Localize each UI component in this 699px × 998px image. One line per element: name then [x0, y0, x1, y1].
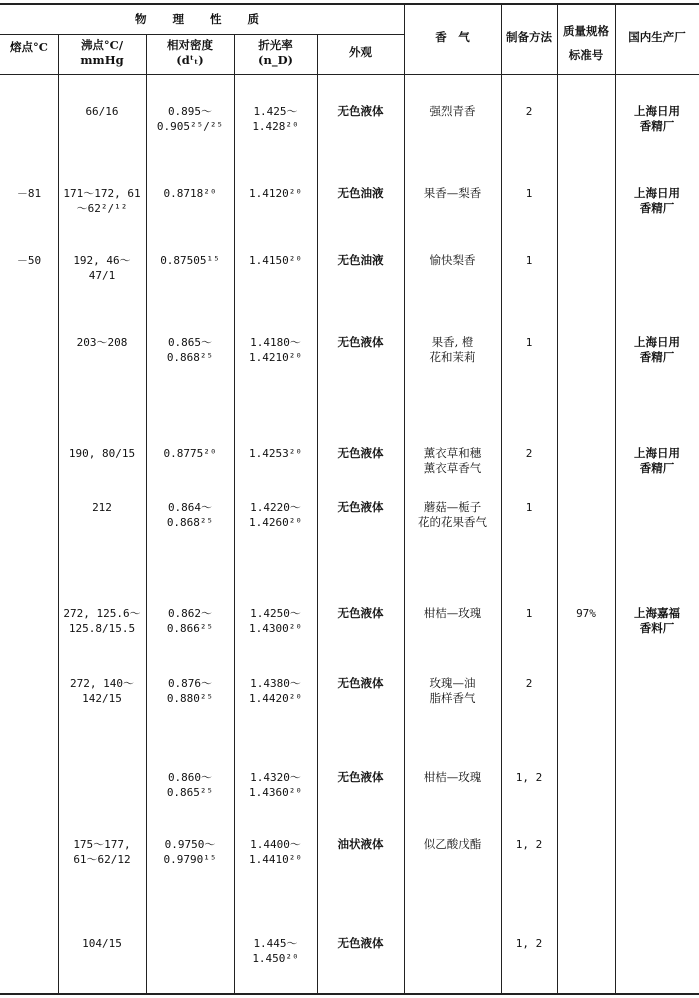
cell-producer: 上海日用 香精厂: [634, 335, 680, 364]
cell-method: 1, 2: [515, 937, 543, 950]
cell-appearance: 无色油液: [337, 186, 384, 200]
cell-method: 2: [525, 447, 533, 460]
cell-method: 2: [525, 677, 533, 690]
cell-ri: 1.4250～ 1.4300²⁰: [249, 607, 302, 635]
cell-ri: 1.4400～ 1.4410²⁰: [249, 838, 302, 866]
cell-density: 0.864～ 0.868²⁵: [166, 501, 214, 529]
cell-method: 1: [525, 187, 533, 200]
cell-mp: －81: [16, 187, 42, 200]
cell-bp: 190, 80/15: [68, 447, 136, 460]
cell-appearance: 无色液体: [337, 500, 384, 514]
cell-method: 1: [525, 501, 533, 514]
cell-producer: 上海嘉福 香料厂: [634, 606, 680, 635]
cell-aroma: 愉快梨香: [429, 253, 476, 267]
cell-density: 0.8718²⁰: [163, 187, 217, 200]
cell-aroma: 果香, 橙 花和茉莉: [429, 335, 476, 364]
cell-aroma: 蘑菇—栀子 花的花果香气: [418, 500, 487, 529]
cell-density: 0.860～ 0.865²⁵: [166, 771, 214, 799]
cell-aroma: 强烈青香: [429, 104, 476, 118]
cell-method: 1: [525, 254, 533, 267]
producer-header: 国内生产厂: [628, 30, 686, 44]
cell-bp: 175～177, 61～62/12: [73, 838, 131, 866]
col-divider: [557, 3, 558, 994]
refractive-index-header: 折光率 (n_D): [258, 38, 293, 67]
cell-ri: 1.4180～ 1.4210²⁰: [249, 336, 302, 364]
cell-bp: 272, 125.6～ 125.8/15.5: [63, 607, 141, 635]
cell-aroma: 柑桔—玫瑰: [423, 606, 482, 620]
cell-bp: 66/16: [85, 105, 119, 118]
cell-appearance: 无色液体: [337, 446, 384, 460]
cell-density: 0.87505¹⁵: [160, 254, 220, 267]
method-header: 制备方法: [506, 30, 552, 44]
cell-ri: 1.4220～ 1.4260²⁰: [249, 501, 302, 529]
cell-ri: 1.445～ 1.450²⁰: [252, 937, 299, 965]
cell-bp: 192, 46～ 47/1: [73, 254, 131, 282]
cell-ri: 1.4380～ 1.4420²⁰: [249, 677, 302, 705]
melting-point-header: 熔点°C: [10, 40, 48, 54]
cell-density: 0.876～ 0.880²⁵: [166, 677, 214, 705]
cell-bp: 212: [92, 501, 112, 514]
cell-ri: 1.4320～ 1.4360²⁰: [249, 771, 302, 799]
cell-ri: 1.4150²⁰: [249, 254, 302, 267]
cell-density: 0.865～ 0.868²⁵: [166, 336, 214, 364]
boiling-point-header: 沸点°C/ mmHg: [80, 38, 124, 67]
cell-bp: 272, 140～ 142/15: [70, 677, 134, 705]
cell-aroma: 玫瑰—油 脂样香气: [429, 676, 476, 705]
cell-appearance: 无色液体: [337, 770, 384, 784]
group-header-rule: [0, 34, 404, 35]
quality-standard-header: 质量规格 标准号: [563, 24, 609, 62]
cell-bp: 203～208: [76, 336, 128, 349]
cell-mp: －50: [16, 254, 42, 267]
cell-appearance: 无色液体: [337, 936, 384, 950]
cell-appearance: 无色液体: [337, 606, 384, 620]
cell-producer: 上海日用 香精厂: [634, 104, 680, 133]
top-rule: [0, 3, 699, 5]
cell-density: 0.8775²⁰: [163, 447, 217, 460]
cell-appearance: 油状液体: [337, 837, 384, 851]
cell-aroma: 似乙酸戊酯: [423, 837, 482, 851]
cell-appearance: 无色油液: [337, 253, 384, 267]
col-divider: [615, 3, 616, 994]
cell-appearance: 无色液体: [337, 676, 384, 690]
cell-method: 1: [525, 607, 533, 620]
cell-bp: 104/15: [82, 937, 122, 950]
aroma-header: 香 气: [435, 30, 470, 44]
appearance-header: 外观: [349, 45, 372, 59]
cell-ri: 1.425～ 1.428²⁰: [252, 105, 299, 133]
header-bottom-rule: [0, 74, 699, 75]
cell-quality: 97%: [576, 607, 596, 620]
cell-method: 1, 2: [515, 838, 543, 851]
cell-method: 2: [525, 105, 533, 118]
cell-ri: 1.4120²⁰: [249, 187, 302, 200]
cell-density: 0.9750～ 0.9790¹⁵: [163, 838, 217, 866]
cell-bp: 171～172, 61 ～62²/¹²: [63, 187, 141, 215]
group-title: 物理性质: [135, 12, 285, 26]
cell-density: 0.895～ 0.905²⁵/²⁵: [156, 105, 224, 133]
cell-method: 1: [525, 336, 533, 349]
cell-producer: 上海日用 香精厂: [634, 186, 680, 215]
density-header: 相对密度 (dᵗₜ): [167, 38, 213, 67]
cell-method: 1, 2: [515, 771, 543, 784]
bottom-rule: [0, 993, 699, 995]
cell-density: 0.862～ 0.866²⁵: [166, 607, 214, 635]
cell-producer: 上海日用 香精厂: [634, 446, 680, 475]
cell-aroma: 果香—梨香: [423, 186, 482, 200]
cell-appearance: 无色液体: [337, 335, 384, 349]
cell-aroma: 柑桔—玫瑰: [423, 770, 482, 784]
cell-ri: 1.4253²⁰: [249, 447, 302, 460]
cell-appearance: 无色液体: [337, 104, 384, 118]
cell-aroma: 薰衣草和穗 薰衣草香气: [423, 446, 482, 475]
